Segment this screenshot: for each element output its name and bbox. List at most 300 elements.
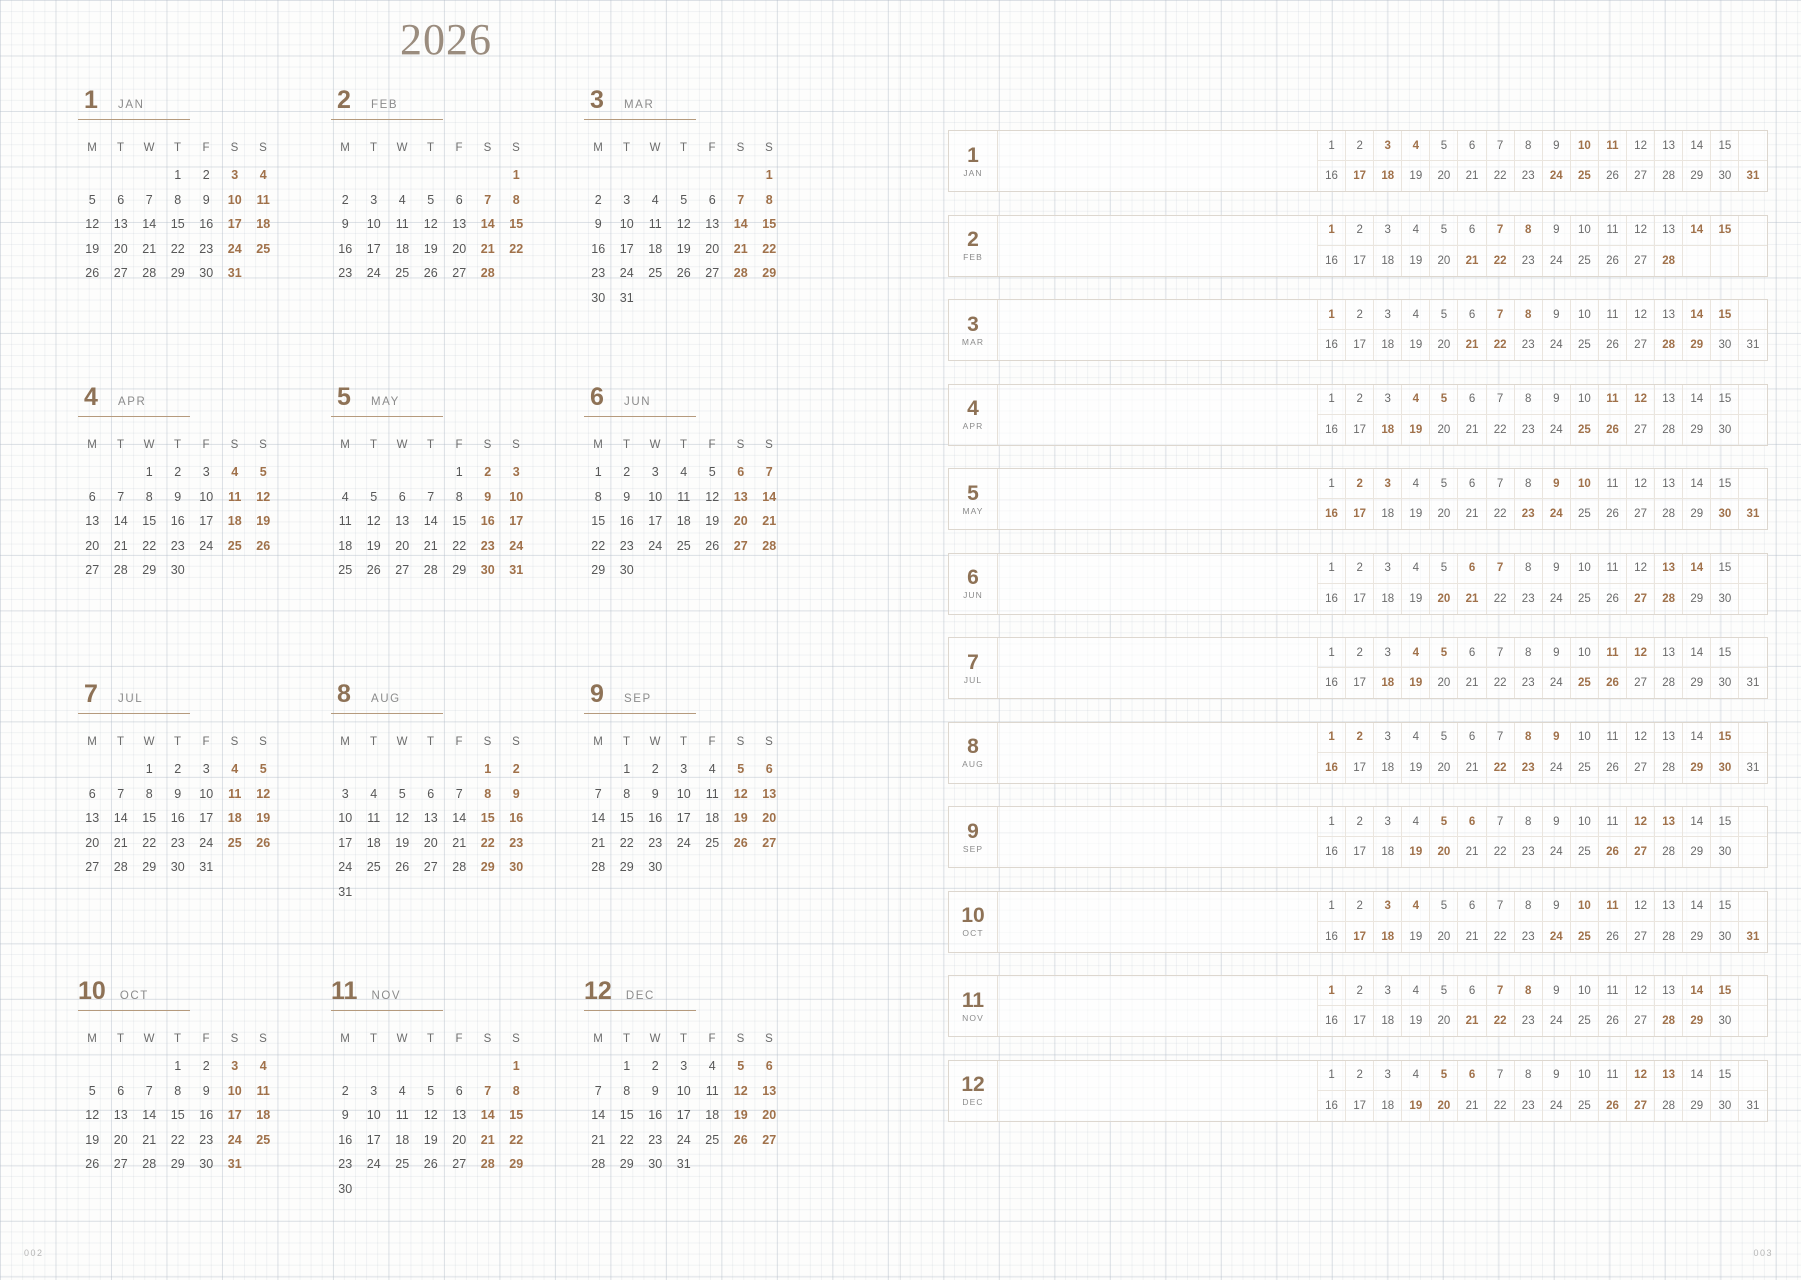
strip-day-cell[interactable]: 25 <box>1570 837 1598 867</box>
strip-day-cell[interactable]: 28 <box>1654 415 1682 445</box>
strip-day-cell[interactable]: 25 <box>1570 161 1598 191</box>
strip-day-cell[interactable]: 25 <box>1570 499 1598 529</box>
strip-day-cell[interactable]: 14 <box>1682 892 1710 922</box>
strip-day-cell[interactable]: 22 <box>1486 668 1514 698</box>
strip-day-cell[interactable]: 19 <box>1401 246 1429 276</box>
strip-day-cell[interactable]: 4 <box>1401 385 1429 415</box>
strip-day-cell[interactable]: 14 <box>1682 638 1710 668</box>
strip-day-cell[interactable]: 11 <box>1598 892 1626 922</box>
strip-day-cell[interactable]: 27 <box>1626 246 1654 276</box>
strip-day-cell[interactable]: 10 <box>1570 807 1598 837</box>
strip-day-cell[interactable]: 22 <box>1486 922 1514 952</box>
month-strip-may[interactable] <box>948 468 1768 530</box>
strip-day-cell[interactable]: 10 <box>1570 892 1598 922</box>
strip-day-cell[interactable]: 12 <box>1626 554 1654 584</box>
strip-day-cell[interactable]: 31 <box>1738 1091 1766 1121</box>
strip-day-cell[interactable]: 26 <box>1598 161 1626 191</box>
strip-day-cell[interactable]: 16 <box>1317 161 1345 191</box>
strip-day-cell[interactable]: 18 <box>1373 837 1401 867</box>
strip-day-cell[interactable]: 12 <box>1626 385 1654 415</box>
strip-day-cell[interactable]: 29 <box>1682 1006 1710 1036</box>
strip-day-cell[interactable]: 1 <box>1317 385 1345 415</box>
strip-day-cell[interactable]: 19 <box>1401 161 1429 191</box>
strip-day-cell[interactable]: 9 <box>1542 469 1570 499</box>
strip-day-cell[interactable]: 26 <box>1598 1091 1626 1121</box>
strip-day-cell[interactable]: 20 <box>1429 415 1457 445</box>
strip-day-cell[interactable]: 15 <box>1710 131 1738 161</box>
strip-day-cell[interactable]: 3 <box>1373 469 1401 499</box>
strip-day-cell[interactable]: 7 <box>1486 892 1514 922</box>
strip-day-cell[interactable]: 31 <box>1738 161 1766 191</box>
strip-day-cell[interactable]: 6 <box>1457 300 1485 330</box>
strip-day-cell[interactable]: 13 <box>1654 807 1682 837</box>
strip-day-cell[interactable]: 6 <box>1457 1061 1485 1091</box>
strip-day-cell[interactable]: 25 <box>1570 584 1598 614</box>
strip-day-cell[interactable]: 10 <box>1570 976 1598 1006</box>
strip-day-cell[interactable]: 17 <box>1345 668 1373 698</box>
strip-day-cell[interactable]: 4 <box>1401 469 1429 499</box>
strip-day-cell[interactable]: 30 <box>1710 922 1738 952</box>
strip-day-cell[interactable]: 5 <box>1429 723 1457 753</box>
strip-day-cell[interactable]: 27 <box>1626 161 1654 191</box>
strip-day-cell[interactable]: 14 <box>1682 385 1710 415</box>
strip-day-cell[interactable]: 7 <box>1486 131 1514 161</box>
strip-day-cell[interactable]: 19 <box>1401 415 1429 445</box>
strip-day-cell[interactable]: 29 <box>1682 415 1710 445</box>
strip-day-cell[interactable]: 24 <box>1542 1006 1570 1036</box>
strip-day-cell[interactable]: 5 <box>1429 976 1457 1006</box>
strip-day-cell[interactable]: 22 <box>1486 330 1514 360</box>
strip-day-cell[interactable]: 16 <box>1317 1091 1345 1121</box>
strip-day-cell[interactable]: 8 <box>1514 892 1542 922</box>
strip-day-cell[interactable]: 30 <box>1710 668 1738 698</box>
strip-day-cell[interactable]: 28 <box>1654 1091 1682 1121</box>
strip-day-cell[interactable]: 23 <box>1514 1091 1542 1121</box>
strip-day-cell[interactable]: 21 <box>1457 1091 1485 1121</box>
strip-day-cell[interactable]: 22 <box>1486 753 1514 783</box>
strip-day-cell[interactable]: 31 <box>1738 922 1766 952</box>
strip-day-cell[interactable]: 3 <box>1373 638 1401 668</box>
strip-day-cell[interactable]: 20 <box>1429 1006 1457 1036</box>
strip-day-cell[interactable]: 28 <box>1654 753 1682 783</box>
strip-day-cell[interactable]: 19 <box>1401 1006 1429 1036</box>
strip-day-cell[interactable]: 12 <box>1626 1061 1654 1091</box>
strip-day-cell[interactable]: 23 <box>1514 499 1542 529</box>
strip-day-cell[interactable]: 29 <box>1682 1091 1710 1121</box>
strip-day-cell[interactable]: 20 <box>1429 161 1457 191</box>
strip-day-cell[interactable]: 27 <box>1626 584 1654 614</box>
strip-day-cell[interactable]: 10 <box>1570 469 1598 499</box>
month-strip-jan[interactable] <box>948 130 1768 192</box>
strip-day-cell[interactable]: 25 <box>1570 1006 1598 1036</box>
strip-day-cell[interactable]: 12 <box>1626 807 1654 837</box>
strip-day-cell[interactable]: 11 <box>1598 723 1626 753</box>
month-strip-mar[interactable] <box>948 299 1768 361</box>
strip-day-cell[interactable]: 13 <box>1654 1061 1682 1091</box>
strip-day-cell[interactable]: 22 <box>1486 837 1514 867</box>
strip-day-cell[interactable]: 23 <box>1514 1006 1542 1036</box>
strip-day-cell[interactable]: 21 <box>1457 837 1485 867</box>
strip-day-cell[interactable]: 11 <box>1598 807 1626 837</box>
strip-day-cell[interactable]: 27 <box>1626 415 1654 445</box>
strip-day-cell[interactable]: 27 <box>1626 753 1654 783</box>
strip-day-cell[interactable]: 8 <box>1514 131 1542 161</box>
strip-day-cell[interactable]: 20 <box>1429 246 1457 276</box>
strip-day-cell[interactable]: 1 <box>1317 216 1345 246</box>
strip-day-cell[interactable]: 26 <box>1598 330 1626 360</box>
strip-day-cell[interactable]: 3 <box>1373 216 1401 246</box>
strip-day-cell[interactable]: 30 <box>1710 161 1738 191</box>
strip-day-cell[interactable]: 16 <box>1317 753 1345 783</box>
strip-day-cell[interactable]: 16 <box>1317 1006 1345 1036</box>
strip-day-cell[interactable]: 4 <box>1401 216 1429 246</box>
strip-day-cell[interactable]: 10 <box>1570 1061 1598 1091</box>
strip-day-cell[interactable]: 19 <box>1401 668 1429 698</box>
strip-day-cell[interactable]: 9 <box>1542 892 1570 922</box>
strip-day-cell[interactable]: 7 <box>1486 554 1514 584</box>
month-strip-sep[interactable] <box>948 806 1768 868</box>
strip-day-cell[interactable]: 6 <box>1457 723 1485 753</box>
strip-day-cell[interactable]: 31 <box>1738 330 1766 360</box>
strip-day-cell[interactable]: 3 <box>1373 300 1401 330</box>
strip-day-cell[interactable]: 10 <box>1570 385 1598 415</box>
strip-day-cell[interactable]: 1 <box>1317 976 1345 1006</box>
strip-day-cell[interactable]: 1 <box>1317 300 1345 330</box>
strip-day-cell[interactable]: 13 <box>1654 976 1682 1006</box>
strip-day-cell[interactable]: 22 <box>1486 415 1514 445</box>
strip-day-cell[interactable]: 2 <box>1345 131 1373 161</box>
strip-day-cell[interactable]: 14 <box>1682 300 1710 330</box>
strip-day-cell[interactable]: 4 <box>1401 807 1429 837</box>
strip-day-cell[interactable]: 17 <box>1345 584 1373 614</box>
strip-day-cell[interactable]: 9 <box>1542 723 1570 753</box>
strip-day-cell[interactable]: 18 <box>1373 161 1401 191</box>
strip-day-cell[interactable]: 7 <box>1486 976 1514 1006</box>
strip-day-cell[interactable]: 1 <box>1317 638 1345 668</box>
strip-day-cell[interactable]: 25 <box>1570 922 1598 952</box>
strip-day-cell[interactable]: 27 <box>1626 499 1654 529</box>
strip-day-cell[interactable]: 18 <box>1373 584 1401 614</box>
strip-day-cell[interactable]: 13 <box>1654 385 1682 415</box>
strip-day-cell[interactable]: 12 <box>1626 131 1654 161</box>
strip-day-cell[interactable]: 13 <box>1654 554 1682 584</box>
strip-day-cell[interactable]: 29 <box>1682 922 1710 952</box>
strip-day-cell[interactable]: 8 <box>1514 723 1542 753</box>
strip-day-cell[interactable]: 23 <box>1514 584 1542 614</box>
strip-day-cell[interactable]: 4 <box>1401 300 1429 330</box>
strip-day-cell[interactable]: 22 <box>1486 1006 1514 1036</box>
strip-day-cell[interactable]: 15 <box>1710 216 1738 246</box>
strip-day-cell[interactable]: 14 <box>1682 807 1710 837</box>
strip-day-cell[interactable]: 3 <box>1373 807 1401 837</box>
strip-day-cell[interactable]: 17 <box>1345 330 1373 360</box>
strip-day-cell[interactable]: 18 <box>1373 499 1401 529</box>
strip-day-cell[interactable]: 25 <box>1570 415 1598 445</box>
strip-day-cell[interactable]: 17 <box>1345 415 1373 445</box>
strip-day-cell[interactable]: 15 <box>1710 892 1738 922</box>
strip-day-cell[interactable]: 20 <box>1429 499 1457 529</box>
strip-day-cell[interactable]: 30 <box>1710 499 1738 529</box>
strip-day-cell[interactable]: 15 <box>1710 723 1738 753</box>
strip-day-cell[interactable]: 19 <box>1401 584 1429 614</box>
strip-day-cell[interactable]: 20 <box>1429 922 1457 952</box>
strip-day-cell[interactable]: 6 <box>1457 385 1485 415</box>
strip-day-cell[interactable]: 22 <box>1486 1091 1514 1121</box>
strip-day-cell[interactable]: 1 <box>1317 469 1345 499</box>
strip-day-cell[interactable]: 13 <box>1654 892 1682 922</box>
strip-day-cell[interactable]: 23 <box>1514 330 1542 360</box>
strip-day-cell[interactable]: 23 <box>1514 161 1542 191</box>
strip-day-cell[interactable]: 11 <box>1598 1061 1626 1091</box>
strip-day-cell[interactable]: 26 <box>1598 499 1626 529</box>
strip-day-cell[interactable]: 21 <box>1457 668 1485 698</box>
strip-day-cell[interactable]: 11 <box>1598 554 1626 584</box>
strip-day-cell[interactable]: 18 <box>1373 1006 1401 1036</box>
strip-day-cell[interactable]: 3 <box>1373 976 1401 1006</box>
strip-day-cell[interactable]: 16 <box>1317 330 1345 360</box>
strip-day-cell[interactable]: 2 <box>1345 300 1373 330</box>
strip-day-cell[interactable]: 23 <box>1514 415 1542 445</box>
strip-day-cell[interactable]: 5 <box>1429 385 1457 415</box>
strip-day-cell[interactable]: 20 <box>1429 753 1457 783</box>
strip-day-cell[interactable]: 19 <box>1401 330 1429 360</box>
month-strip-jun[interactable] <box>948 553 1768 615</box>
strip-day-cell[interactable]: 18 <box>1373 753 1401 783</box>
strip-day-cell[interactable]: 15 <box>1710 976 1738 1006</box>
strip-day-cell[interactable]: 24 <box>1542 668 1570 698</box>
strip-day-cell[interactable]: 5 <box>1429 131 1457 161</box>
strip-day-cell[interactable]: 5 <box>1429 807 1457 837</box>
month-strip-nov[interactable] <box>948 975 1768 1037</box>
strip-day-cell[interactable]: 17 <box>1345 499 1373 529</box>
strip-day-cell[interactable]: 10 <box>1570 723 1598 753</box>
strip-day-cell[interactable]: 30 <box>1710 330 1738 360</box>
strip-day-cell[interactable]: 23 <box>1514 922 1542 952</box>
strip-day-cell[interactable]: 15 <box>1710 300 1738 330</box>
strip-day-cell[interactable]: 30 <box>1710 1006 1738 1036</box>
strip-day-cell[interactable]: 29 <box>1682 668 1710 698</box>
strip-day-cell[interactable]: 22 <box>1486 161 1514 191</box>
strip-day-cell[interactable]: 20 <box>1429 837 1457 867</box>
strip-day-cell[interactable]: 24 <box>1542 584 1570 614</box>
strip-day-cell[interactable]: 30 <box>1710 753 1738 783</box>
strip-day-cell[interactable]: 12 <box>1626 723 1654 753</box>
strip-day-cell[interactable]: 7 <box>1486 638 1514 668</box>
strip-day-cell[interactable]: 8 <box>1514 807 1542 837</box>
strip-day-cell[interactable]: 4 <box>1401 976 1429 1006</box>
strip-day-cell[interactable]: 8 <box>1514 216 1542 246</box>
strip-day-cell[interactable]: 9 <box>1542 131 1570 161</box>
strip-day-cell[interactable]: 26 <box>1598 922 1626 952</box>
strip-day-cell[interactable]: 25 <box>1570 753 1598 783</box>
strip-day-cell[interactable]: 1 <box>1317 807 1345 837</box>
strip-day-cell[interactable]: 16 <box>1317 837 1345 867</box>
month-strip-oct[interactable] <box>948 891 1768 953</box>
strip-day-cell[interactable]: 13 <box>1654 131 1682 161</box>
strip-day-cell[interactable]: 26 <box>1598 1006 1626 1036</box>
strip-day-cell[interactable]: 23 <box>1514 668 1542 698</box>
strip-day-cell[interactable]: 4 <box>1401 723 1429 753</box>
strip-day-cell[interactable]: 6 <box>1457 807 1485 837</box>
strip-day-cell[interactable]: 30 <box>1710 1091 1738 1121</box>
strip-day-cell[interactable]: 29 <box>1682 499 1710 529</box>
strip-day-cell[interactable]: 19 <box>1401 922 1429 952</box>
strip-day-cell[interactable]: 13 <box>1654 469 1682 499</box>
strip-day-cell[interactable]: 6 <box>1457 131 1485 161</box>
strip-day-cell[interactable]: 27 <box>1626 1091 1654 1121</box>
strip-day-cell[interactable]: 6 <box>1457 216 1485 246</box>
strip-day-cell[interactable]: 24 <box>1542 922 1570 952</box>
strip-day-cell[interactable]: 1 <box>1317 554 1345 584</box>
strip-day-cell[interactable]: 11 <box>1598 469 1626 499</box>
strip-day-cell[interactable]: 14 <box>1682 216 1710 246</box>
strip-day-cell[interactable]: 25 <box>1570 330 1598 360</box>
strip-day-cell[interactable]: 2 <box>1345 807 1373 837</box>
strip-day-cell[interactable]: 5 <box>1429 300 1457 330</box>
strip-day-cell[interactable]: 24 <box>1542 330 1570 360</box>
strip-day-cell[interactable]: 2 <box>1345 469 1373 499</box>
strip-day-cell[interactable]: 11 <box>1598 385 1626 415</box>
strip-day-cell[interactable]: 11 <box>1598 976 1626 1006</box>
strip-day-cell[interactable]: 8 <box>1514 1061 1542 1091</box>
strip-day-cell[interactable]: 17 <box>1345 246 1373 276</box>
strip-day-cell[interactable]: 16 <box>1317 246 1345 276</box>
strip-day-cell[interactable]: 31 <box>1738 753 1766 783</box>
strip-day-cell[interactable]: 21 <box>1457 584 1485 614</box>
strip-day-cell[interactable]: 8 <box>1514 554 1542 584</box>
strip-day-cell[interactable]: 26 <box>1598 753 1626 783</box>
strip-day-cell[interactable]: 12 <box>1626 216 1654 246</box>
strip-day-cell[interactable]: 28 <box>1654 668 1682 698</box>
strip-day-cell[interactable]: 14 <box>1682 469 1710 499</box>
strip-day-cell[interactable]: 21 <box>1457 330 1485 360</box>
strip-day-cell[interactable]: 3 <box>1373 554 1401 584</box>
strip-day-cell[interactable]: 8 <box>1514 638 1542 668</box>
strip-day-cell[interactable]: 17 <box>1345 1006 1373 1036</box>
strip-day-cell[interactable]: 28 <box>1654 584 1682 614</box>
strip-day-cell[interactable]: 5 <box>1429 892 1457 922</box>
strip-day-cell[interactable]: 4 <box>1401 638 1429 668</box>
strip-day-cell[interactable]: 21 <box>1457 753 1485 783</box>
strip-day-cell[interactable]: 2 <box>1345 1061 1373 1091</box>
strip-day-cell[interactable]: 28 <box>1654 161 1682 191</box>
strip-day-cell[interactable]: 19 <box>1401 499 1429 529</box>
strip-day-cell[interactable]: 12 <box>1626 976 1654 1006</box>
strip-day-cell[interactable]: 13 <box>1654 300 1682 330</box>
strip-day-cell[interactable]: 20 <box>1429 1091 1457 1121</box>
strip-day-cell[interactable]: 2 <box>1345 216 1373 246</box>
month-strip-dec[interactable] <box>948 1060 1768 1122</box>
strip-day-cell[interactable]: 16 <box>1317 499 1345 529</box>
strip-day-cell[interactable]: 29 <box>1682 837 1710 867</box>
strip-day-cell[interactable]: 23 <box>1514 837 1542 867</box>
strip-day-cell[interactable]: 2 <box>1345 554 1373 584</box>
strip-day-cell[interactable]: 18 <box>1373 330 1401 360</box>
strip-day-cell[interactable]: 16 <box>1317 668 1345 698</box>
strip-day-cell[interactable]: 28 <box>1654 922 1682 952</box>
strip-day-cell[interactable]: 6 <box>1457 554 1485 584</box>
strip-day-cell[interactable]: 14 <box>1682 976 1710 1006</box>
strip-day-cell[interactable]: 3 <box>1373 385 1401 415</box>
strip-day-cell[interactable]: 28 <box>1654 499 1682 529</box>
strip-day-cell[interactable]: 17 <box>1345 161 1373 191</box>
strip-day-cell[interactable]: 9 <box>1542 554 1570 584</box>
strip-day-cell[interactable]: 2 <box>1345 976 1373 1006</box>
strip-day-cell[interactable]: 21 <box>1457 161 1485 191</box>
strip-day-cell[interactable]: 1 <box>1317 892 1345 922</box>
strip-day-cell[interactable]: 28 <box>1654 246 1682 276</box>
strip-day-cell[interactable]: 28 <box>1654 1006 1682 1036</box>
strip-day-cell[interactable]: 19 <box>1401 753 1429 783</box>
strip-day-cell[interactable]: 9 <box>1542 385 1570 415</box>
strip-day-cell[interactable]: 30 <box>1710 415 1738 445</box>
strip-day-cell[interactable]: 31 <box>1738 668 1766 698</box>
strip-day-cell[interactable]: 6 <box>1457 892 1485 922</box>
strip-day-cell[interactable]: 21 <box>1457 246 1485 276</box>
strip-day-cell[interactable]: 17 <box>1345 922 1373 952</box>
strip-day-cell[interactable]: 3 <box>1373 1061 1401 1091</box>
strip-day-cell[interactable]: 3 <box>1373 723 1401 753</box>
strip-day-cell[interactable]: 1 <box>1317 131 1345 161</box>
strip-day-cell[interactable]: 5 <box>1429 638 1457 668</box>
strip-day-cell[interactable]: 17 <box>1345 837 1373 867</box>
strip-day-cell[interactable]: 27 <box>1626 837 1654 867</box>
strip-day-cell[interactable]: 14 <box>1682 723 1710 753</box>
strip-day-cell[interactable]: 3 <box>1373 131 1401 161</box>
strip-day-cell[interactable]: 22 <box>1486 584 1514 614</box>
strip-day-cell[interactable]: 12 <box>1626 300 1654 330</box>
month-strip-jul[interactable] <box>948 637 1768 699</box>
strip-day-cell[interactable]: 25 <box>1570 1091 1598 1121</box>
strip-day-cell[interactable]: 2 <box>1345 892 1373 922</box>
strip-day-cell[interactable]: 12 <box>1626 469 1654 499</box>
strip-day-cell[interactable]: 24 <box>1542 161 1570 191</box>
strip-day-cell[interactable]: 8 <box>1514 300 1542 330</box>
strip-day-cell[interactable]: 13 <box>1654 723 1682 753</box>
strip-day-cell[interactable]: 16 <box>1317 922 1345 952</box>
strip-day-cell[interactable]: 11 <box>1598 131 1626 161</box>
strip-day-cell[interactable]: 29 <box>1682 330 1710 360</box>
strip-day-cell[interactable]: 11 <box>1598 216 1626 246</box>
strip-day-cell[interactable]: 8 <box>1514 976 1542 1006</box>
strip-day-cell[interactable]: 15 <box>1710 385 1738 415</box>
strip-day-cell[interactable]: 10 <box>1570 216 1598 246</box>
strip-day-cell[interactable]: 25 <box>1570 668 1598 698</box>
strip-day-cell[interactable]: 2 <box>1345 638 1373 668</box>
strip-day-cell[interactable]: 13 <box>1654 638 1682 668</box>
strip-day-cell[interactable]: 7 <box>1486 1061 1514 1091</box>
strip-day-cell[interactable]: 15 <box>1710 638 1738 668</box>
strip-day-cell[interactable]: 19 <box>1401 837 1429 867</box>
strip-day-cell[interactable]: 20 <box>1429 330 1457 360</box>
month-strip-aug[interactable] <box>948 722 1768 784</box>
strip-day-cell[interactable]: 11 <box>1598 638 1626 668</box>
strip-day-cell[interactable]: 7 <box>1486 216 1514 246</box>
strip-day-cell[interactable]: 9 <box>1542 216 1570 246</box>
strip-day-cell[interactable]: 28 <box>1654 837 1682 867</box>
strip-day-cell[interactable]: 19 <box>1401 1091 1429 1121</box>
strip-day-cell[interactable]: 7 <box>1486 723 1514 753</box>
strip-day-cell[interactable]: 9 <box>1542 807 1570 837</box>
strip-day-cell[interactable]: 8 <box>1514 385 1542 415</box>
strip-day-cell[interactable]: 10 <box>1570 131 1598 161</box>
strip-day-cell[interactable]: 9 <box>1542 638 1570 668</box>
strip-day-cell[interactable]: 9 <box>1542 300 1570 330</box>
strip-day-cell[interactable]: 11 <box>1598 300 1626 330</box>
strip-day-cell[interactable]: 7 <box>1486 807 1514 837</box>
strip-day-cell[interactable]: 12 <box>1626 892 1654 922</box>
strip-day-cell[interactable]: 9 <box>1542 976 1570 1006</box>
